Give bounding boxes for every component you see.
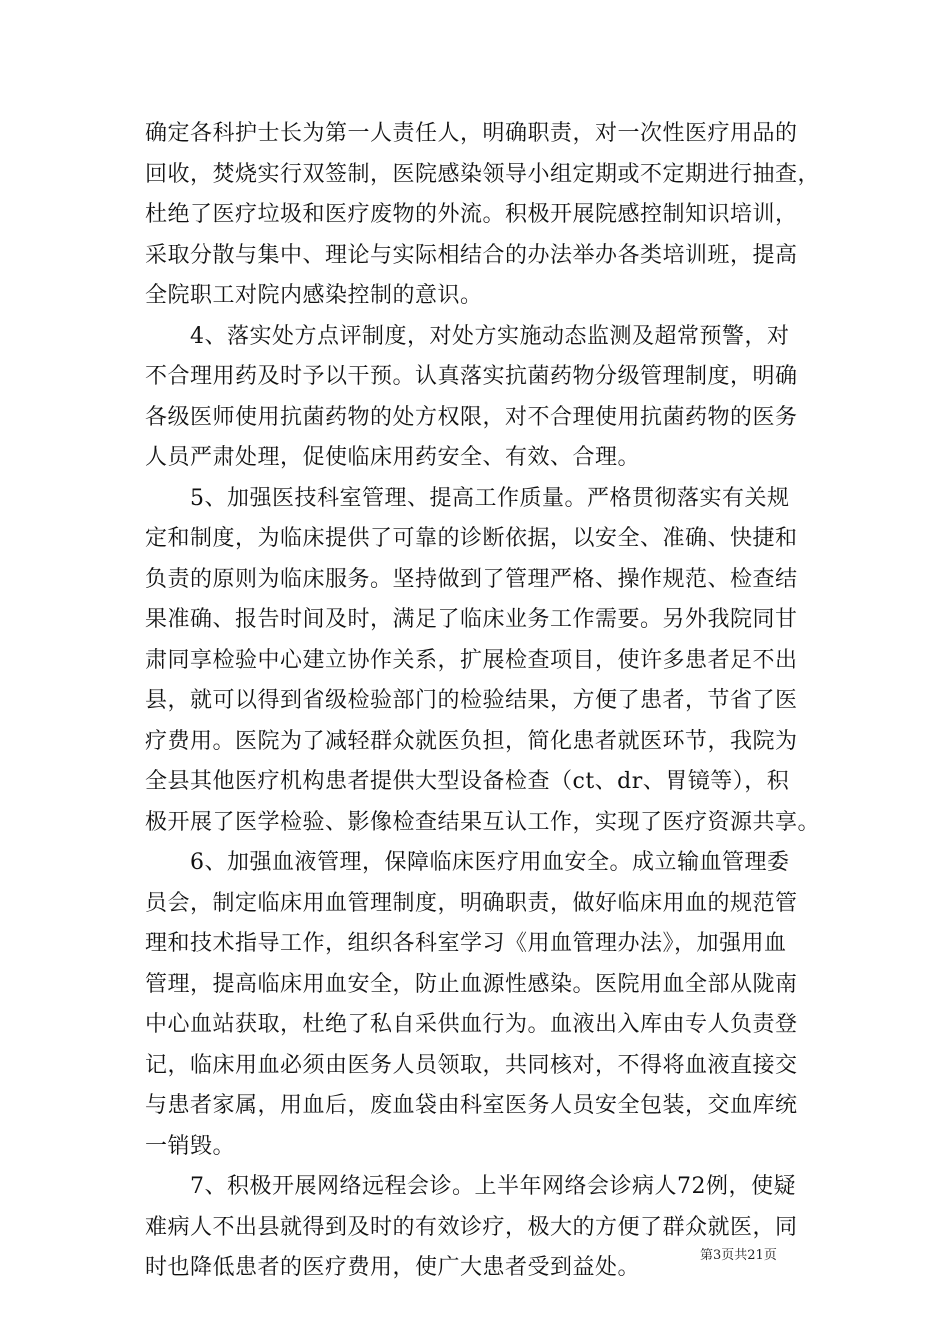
text-line: 全院职工对院内感染控制的意识。	[145, 283, 483, 308]
text-line: 4、落实处方点评制度，对处方实施动态监测及超常预警，对	[145, 323, 790, 349]
text-line: 5、加强医技科室管理、提高工作质量。严格贯彻落实有关规	[145, 485, 790, 511]
text-line: 采取分散与集中、理论与实际相结合的办法举办各类培训班，提高	[145, 242, 798, 268]
text-line: 疗费用。医院为了减轻群众就医负担，简化患者就医环节，我院为	[145, 728, 798, 754]
text-line: 负责的原则为临床服务。坚持做到了管理严格、操作规范、检查结	[145, 566, 798, 592]
text-line: 杜绝了医疗垃圾和医疗废物的外流。积极开展院感控制知识培训，	[145, 202, 798, 227]
text-line: 时也降低患者的医疗费用，使广大患者受到益处。	[145, 1255, 641, 1280]
text-line: 管理，提高临床用血安全，防止血源性感染。医院用血全部从陇南	[145, 971, 798, 997]
text-line: 定和制度，为临床提供了可靠的诊断依据，以安全、准确、快捷和	[145, 526, 798, 551]
text-line: 中心血站获取，杜绝了私自采供血行为。血液出入库由专人负责登	[145, 1012, 798, 1037]
text-line: 全县其他医疗机构患者提供大型设备检查（ct、dr、胃镜等），积	[145, 769, 790, 794]
page-number: 第3页共21页	[700, 1248, 777, 1263]
text-line: 记，临床用血必须由医务人员领取，共同核对，不得将血液直接交	[145, 1052, 798, 1078]
text-line: 一销毁。	[145, 1133, 236, 1159]
text-line: 确定各科护士长为第一人责任人，明确职责，对一次性医疗用品的	[145, 121, 798, 146]
text-line: 难病人不出县就得到及时的有效诊疗，极大的方便了群众就医，同	[145, 1214, 798, 1240]
document-body	[145, 114, 821, 1289]
text-line: 各级医师使用抗菌药物的处方权限，对不合理使用抗菌药物的医务	[145, 404, 798, 430]
text-line: 人员严肃处理，促使临床用药安全、有效、合理。	[145, 445, 641, 470]
text-line: 县，就可以得到省级检验部门的检验结果，方便了患者，节省了医	[145, 688, 798, 713]
text-line: 回收，焚烧实行双签制，医院感染领导小组定期或不定期进行抽查，	[145, 161, 821, 187]
text-line: 员会，制定临床用血管理制度，明确职责，做好临床用血的规范管	[145, 890, 798, 916]
text-line: 6、加强血液管理，保障临床医疗用血安全。成立输血管理委	[145, 850, 790, 875]
text-line: 果准确、报告时间及时，满足了临床业务工作需要。另外我院同甘	[145, 607, 798, 632]
text-line: 与患者家属，用血后，废血袋由科室医务人员安全包装，交血库统	[145, 1093, 798, 1118]
text-line: 理和技术指导工作，组织各科室学习《用血管理办法》，加强用血	[145, 931, 787, 956]
text-line: 不合理用药及时予以干预。认真落实抗菌药物分级管理制度，明确	[145, 364, 798, 389]
text-line: 肃同享检验中心建立协作关系，扩展检查项目，使许多患者足不出	[145, 647, 798, 673]
text-line: 极开展了医学检验、影像检查结果互认工作，实现了医疗资源共享。	[145, 809, 821, 835]
text-line: 7、积极开展网络远程会诊。上半年网络会诊病人72例，使疑	[145, 1174, 796, 1199]
